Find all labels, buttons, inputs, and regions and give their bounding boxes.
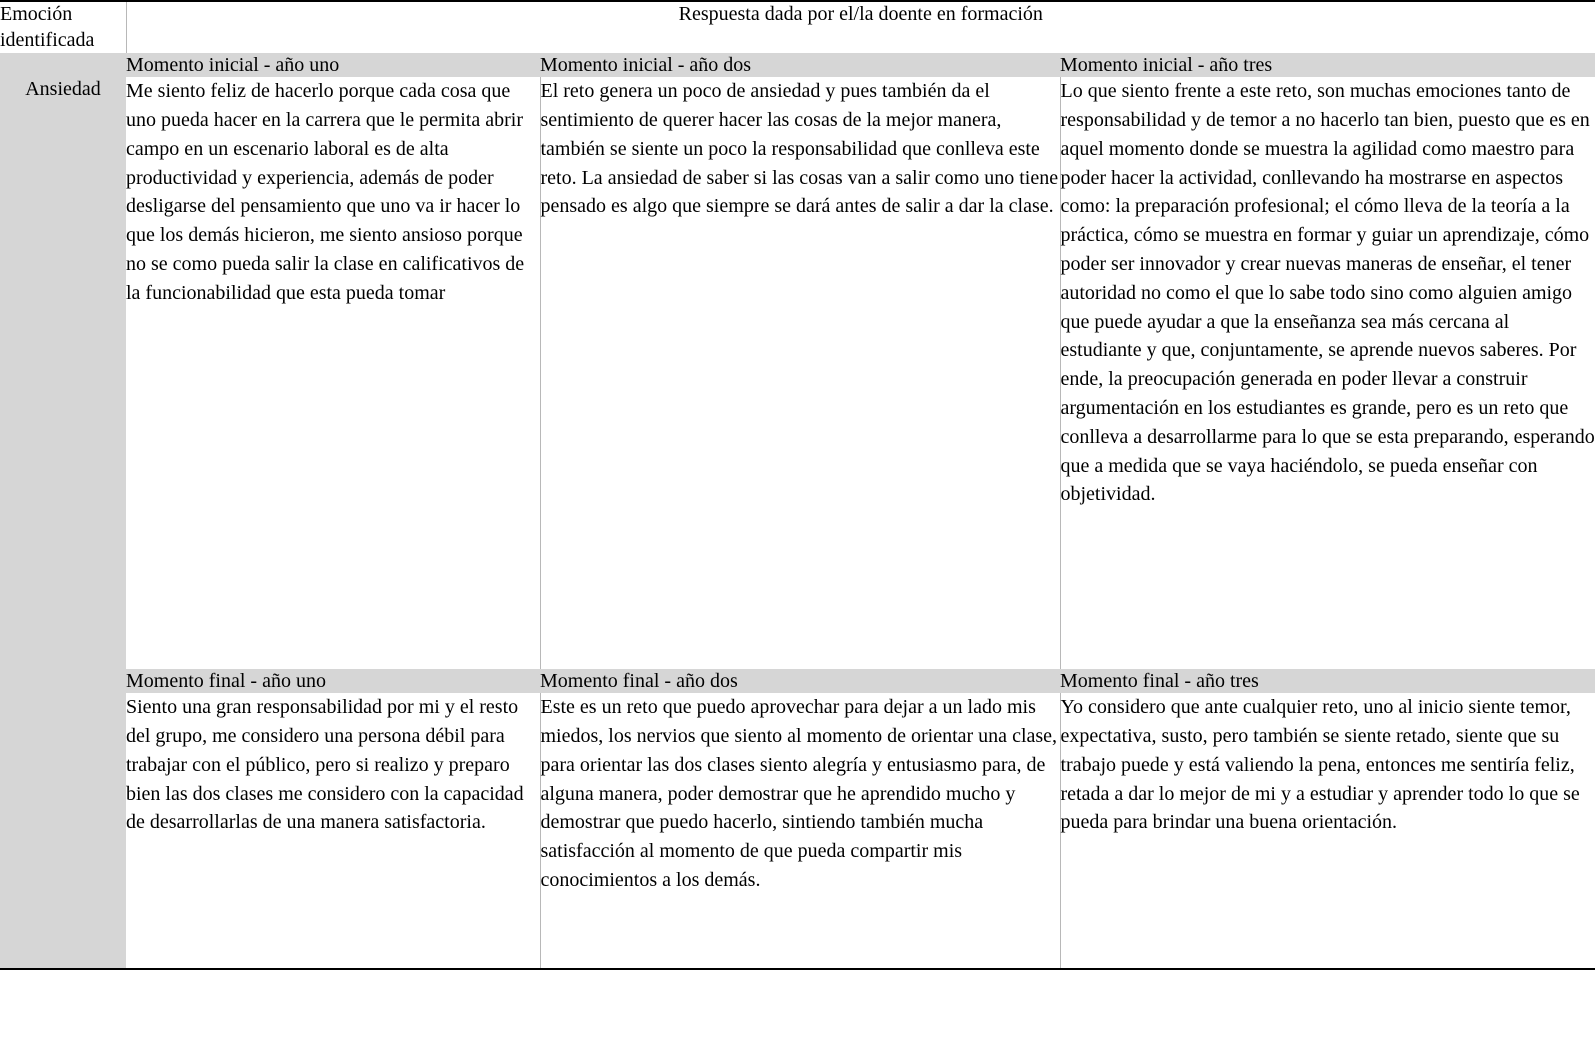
subheader-momento-inicial-ano-dos: Momento inicial - año dos <box>540 53 1060 77</box>
subheader-momento-final-ano-uno: Momento final - año uno <box>126 669 540 693</box>
subheader-momento-final-ano-tres: Momento final - año tres <box>1060 669 1595 693</box>
subheader-momento-final-ano-dos: Momento final - año dos <box>540 669 1060 693</box>
table-row-momento-inicial <box>0 77 1595 669</box>
response-text: Siento una gran responsabilidad por mi y el resto del grupo, me considero una persona débil para trabajar con el público, pero si realizo y preparo bien las dos clases me considero con la capacidad de desarrollarlas de una manera satisfactoria. <box>126 696 524 834</box>
emotion-label-ansiedad: Ansiedad <box>0 77 126 969</box>
response-momento-inicial-ano-dos <box>540 77 1060 669</box>
response-text: Este es un reto que puedo aprovechar para dejar a un lado mis miedos, los nervios que siento al momento de orientar una clase, para orientar las dos clases siento alegría y entusiasmo para, de alguna manera, poder demostrar que he aprendido mucho y demostrar que puedo hacerlo, sintiendo también mucha satisfacción al momento de que pueda compartir mis conocimientos a los demás. <box>540 696 1058 891</box>
header-response-span: Respuesta dada por el/la doente en formación <box>126 1 1595 53</box>
subheader-momento-inicial-ano-uno: Momento inicial - año uno <box>126 53 540 77</box>
response-momento-final-ano-uno <box>126 693 540 969</box>
table-row-momento-final <box>0 693 1595 969</box>
response-momento-final-ano-dos <box>540 693 1060 969</box>
subheader-row-momento-final <box>0 669 1595 693</box>
response-text: Lo que siento frente a este reto, son muchas emociones tanto de responsabilidad y de temor a no hacerlo tan bien, puesto que es en aquel momento donde se muestra la agilidad como maestro para poder hacer la actividad, conllevando ha mostrarse en aspectos como: la preparación profesional; el cómo lleva de la teoría a la práctica, cómo se muestra en formar y guiar un aprendizaje, cómo poder ser innovador y crear nuevas maneras de enseñar, el tener autoridad no como el que lo sabe todo sino como alguien amigo que puede ayudar a que la enseñanza sea más cercana al estudiante y que, conjuntamente, se aprende nuevos saberes. Por ende, la preocupación generada en poder llevar a construir argumentación en los estudiantes es grande, pero es un reto que conlleva a desarrollarme para lo que se esta preparando, esperando que a medida que se vaya haciéndolo, se pueda enseñar con objetividad. <box>1060 80 1595 506</box>
response-text: El reto genera un poco de ansiedad y pues también da el sentimiento de querer hacer las cosas de la mejor manera, también se siente un poco la responsabilidad que conlleva este reto. La ansiedad de saber si las cosas van a salir como uno tiene pensado es algo que siempre se dará antes de salir a dar la clase. <box>540 80 1059 218</box>
subheader-row-momento-inicial <box>0 53 1595 77</box>
response-momento-inicial-ano-uno <box>126 77 540 669</box>
response-momento-final-ano-tres <box>1060 693 1595 969</box>
response-text: Me siento feliz de hacerlo porque cada cosa que uno pueda hacer en la carrera que le permita abrir campo en un escenario laboral es de alta productividad y experiencia, además de poder desligarse del pensamiento que uno va ir hacer lo que los demás hicieron, me siento ansioso porque no se como pueda salir la clase en calificativos de la funcionabilidad que esta pueda tomar <box>126 80 525 304</box>
table-header-row <box>0 1 1595 53</box>
subheader-momento-inicial-ano-tres: Momento inicial - año tres <box>1060 53 1595 77</box>
response-text: Yo considero que ante cualquier reto, uno al inicio siente temor, expectativa, susto, pero también se siente retado, siente que su trabajo puede y está valiendo la pena, entonces me sentiría feliz, retada a dar lo mejor de mi y a estudiar y aprender todo lo que se pueda para brindar una buena orientación. <box>1060 696 1580 834</box>
subheader-emotion-spacer <box>0 53 126 77</box>
header-emotion-column: Emoción identificada <box>0 1 126 53</box>
response-momento-inicial-ano-tres <box>1060 77 1595 669</box>
